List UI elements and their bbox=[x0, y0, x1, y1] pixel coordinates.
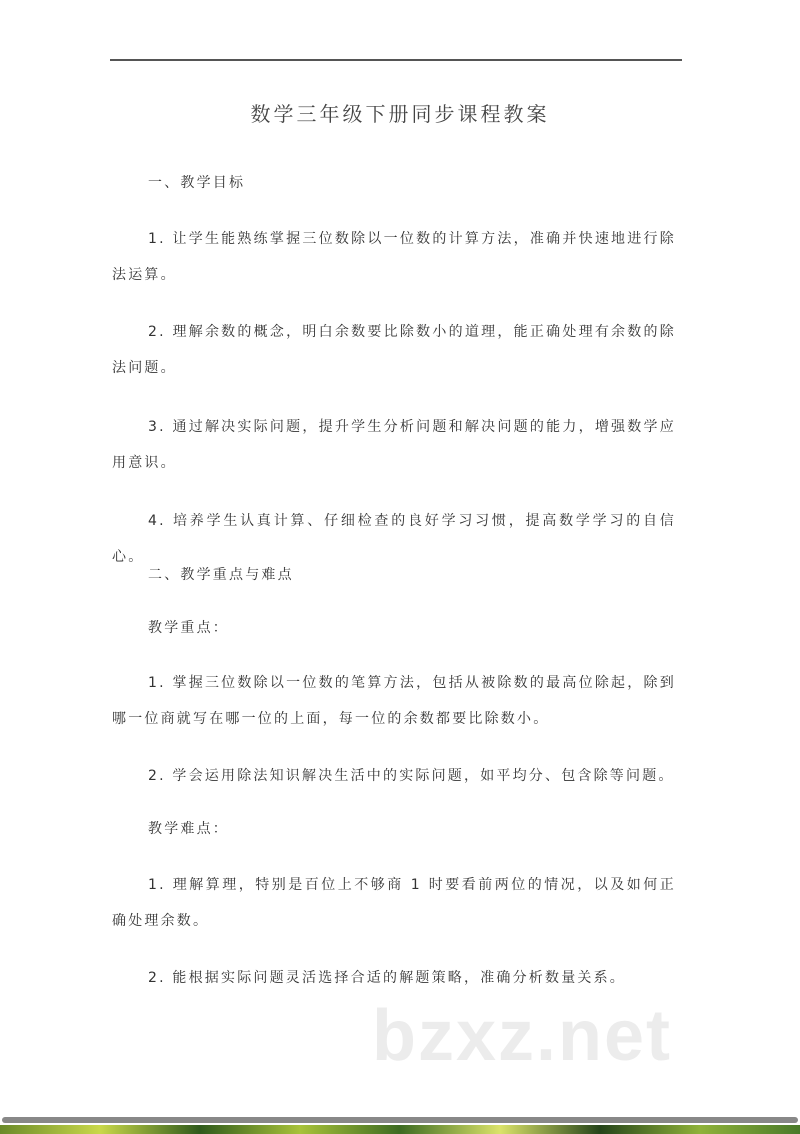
subheading: 教学难点： bbox=[148, 821, 229, 837]
paragraph: 3. 通过解决实际问题，提升学生分析问题和解决问题的能力，增强数学应用意识。 bbox=[112, 419, 676, 471]
section-heading-key-points: 二、教学重点与难点 bbox=[148, 567, 294, 583]
section-heading-goals: 一、教学目标 bbox=[148, 175, 246, 191]
scrollbar-thumb[interactable] bbox=[2, 1117, 798, 1123]
decorative-image-strip bbox=[0, 1125, 800, 1134]
paragraph: 2. 学会运用除法知识解决生活中的实际问题，如平均分、包含除等问题。 bbox=[148, 768, 675, 784]
watermark: bzxz.net bbox=[372, 996, 673, 1076]
paragraph: 1. 让学生能熟练掌握三位数除以一位数的计算方法，准确并快速地进行除法运算。 bbox=[112, 231, 676, 283]
header-rule bbox=[110, 59, 682, 61]
document-title: 数学三年级下册同步课程教案 bbox=[250, 102, 550, 126]
subheading: 教学重点： bbox=[148, 620, 229, 636]
paragraph: 2. 能根据实际问题灵活选择合适的解题策略，准确分析数量关系。 bbox=[148, 970, 627, 986]
paragraph: 2. 理解余数的概念，明白余数要比除数小的道理，能正确处理有余数的除法问题。 bbox=[112, 324, 676, 376]
paragraph: 1. 掌握三位数除以一位数的笔算方法，包括从被除数的最高位除起，除到哪一位商就写在哪一位的上面，每一位的余数都要比除数小。 bbox=[112, 675, 676, 727]
paragraph: 4. 培养学生认真计算、仔细检查的良好学习习惯，提高数学学习的自信心。 bbox=[112, 513, 676, 565]
horizontal-scrollbar[interactable] bbox=[0, 1117, 800, 1124]
paragraph: 1. 理解算理，特别是百位上不够商 1 时要看前两位的情况，以及如何正确处理余数。 bbox=[112, 877, 676, 929]
